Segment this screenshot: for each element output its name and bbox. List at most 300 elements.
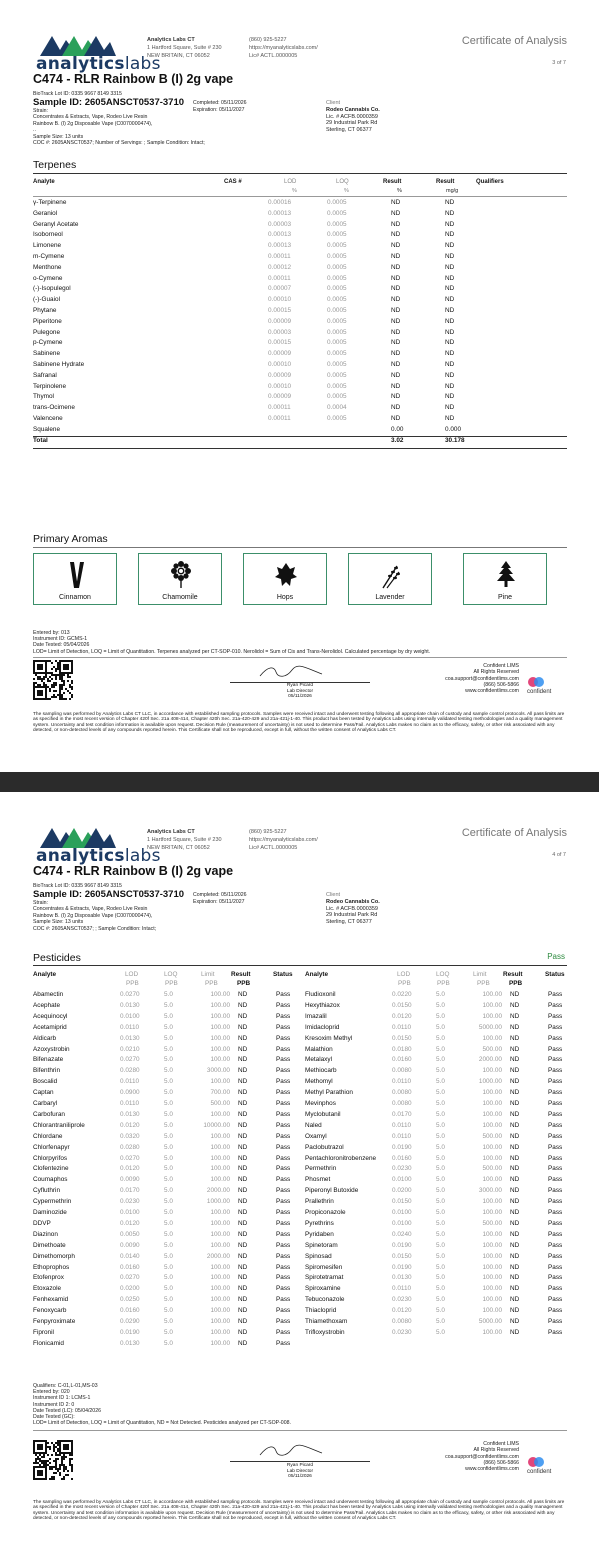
pesticide-analyte: Methomyl — [305, 1078, 333, 1086]
pesticide-loq: 5.0 — [436, 1100, 445, 1107]
pesticide-lod: 0.0210 — [120, 1045, 140, 1053]
pesticide-analyte: Spiroxamine — [305, 1285, 341, 1293]
pesticide-result: ND — [510, 1056, 520, 1064]
pesticide-result: ND — [510, 1307, 520, 1315]
pesticide-loq: 5.0 — [164, 991, 173, 998]
pesticide-lod: 0.0190 — [392, 1143, 412, 1151]
pesticide-limit: 100.00 — [482, 1198, 502, 1206]
terpene-loq: 0.0005 — [327, 263, 347, 271]
pesticide-status: Pass — [548, 1056, 563, 1064]
terpene-result-mg: ND — [445, 317, 455, 325]
pesticide-result: ND — [510, 1165, 520, 1173]
terpene-analyte: Sabinene — [33, 350, 61, 358]
col-result: Result — [383, 179, 402, 185]
terpene-result-mg: 0.000 — [445, 425, 461, 433]
test-notes: Qualifiers: C-01,L-01,MS-03 Entered by: 020 Instrument ID 1: LCMS-1 Instrument ID 2: 0 Date Tested (LC): 05/04/2026 Date Tested (GC): LOD= Limit of Detection, LOQ = Limit of Quantitation, ND = Not Detected. Pesticides analyzed per CT-SOP-008. — [33, 1383, 291, 1427]
pesticide-limit: 100.00 — [482, 1100, 502, 1107]
pesticide-loq: 5.0 — [436, 1110, 445, 1118]
pesticide-lod: 0.0160 — [392, 1154, 412, 1162]
pesticide-limit: 100.00 — [210, 1285, 230, 1293]
pesticide-result: ND — [510, 1285, 520, 1293]
pesticide-limit: 500.00 — [210, 1100, 230, 1107]
pesticide-result: ND — [238, 1121, 248, 1129]
pesticide-loq: 5.0 — [436, 1001, 445, 1009]
terpene-result-pct: ND — [391, 242, 401, 250]
pesticide-result: ND — [510, 1318, 520, 1325]
pesticide-loq: 5.0 — [436, 1274, 445, 1282]
col-analyte: Analyte — [33, 179, 55, 185]
pesticide-loq: 5.0 — [436, 1219, 445, 1227]
pesticide-limit: 2000.00 — [478, 1056, 502, 1064]
terpene-loq: 0.0005 — [327, 307, 347, 314]
pesticide-result: ND — [238, 1034, 248, 1042]
signatory: Ryan Picard Lab Director 05/11/2026 — [286, 1463, 314, 1480]
pesticide-result: ND — [238, 1263, 248, 1271]
pesticide-limit: 100.00 — [482, 1001, 502, 1009]
pesticide-limit: 10000.00 — [203, 1121, 230, 1129]
col-lod: LOD — [284, 179, 297, 185]
pesticide-limit: 100.00 — [482, 991, 502, 998]
pesticide-loq: 5.0 — [164, 1132, 173, 1140]
terpene-lod: 0.00012 — [268, 263, 292, 271]
pesticide-result: ND — [238, 1165, 248, 1173]
terpene-result-mg: ND — [445, 231, 455, 239]
pesticide-loq: 5.0 — [436, 1209, 445, 1216]
terpene-analyte: Total — [33, 436, 48, 444]
pesticide-status: Pass — [548, 1012, 563, 1020]
pesticide-loq: 5.0 — [436, 1121, 445, 1129]
lab-address: Analytics Labs CT 1 Hartford Square, Suite # 230 NEW BRITAIN, CT 06052 — [147, 37, 222, 59]
pesticide-status: Pass — [548, 1100, 563, 1107]
pesticide-analyte: Prallethrin — [305, 1198, 334, 1206]
pesticide-loq: 5.0 — [436, 1089, 445, 1097]
pesticide-analyte: Acetamiprid — [33, 1023, 67, 1031]
pesticide-limit: 100.00 — [482, 1241, 502, 1249]
pesticide-loq: 5.0 — [436, 1078, 445, 1086]
terpene-analyte: o-Cymene — [33, 274, 63, 282]
pesticide-analyte: Bifenazate — [33, 1056, 64, 1064]
terpene-result-mg: ND — [445, 199, 455, 206]
pesticide-limit: 100.00 — [210, 1209, 230, 1216]
pesticide-loq: 5.0 — [436, 1056, 445, 1064]
terpene-result-mg: ND — [445, 253, 455, 260]
sample-id: Sample ID: 2605ANSCT0537-3710 — [33, 889, 185, 900]
expiration-date: Expiration: 05/11/2027 — [193, 899, 245, 905]
terpene-loq: 0.0005 — [327, 382, 347, 390]
unit-lod: PPB — [398, 980, 411, 987]
pesticide-status: Pass — [548, 1263, 563, 1271]
terpene-analyte: Phytane — [33, 307, 57, 314]
pesticide-analyte: Metalaxyl — [305, 1056, 332, 1064]
pesticide-limit: 100.00 — [482, 1328, 502, 1336]
pesticide-result: ND — [238, 1328, 248, 1336]
terpene-loq: 0.0005 — [327, 231, 347, 239]
pesticide-lod: 0.0220 — [392, 991, 412, 998]
pesticide-status: Pass — [548, 1328, 563, 1336]
pesticide-status: Pass — [276, 1176, 291, 1184]
terpene-result-pct: ND — [391, 404, 401, 412]
pesticide-limit: 100.00 — [210, 1001, 230, 1009]
pesticide-lod: 0.0090 — [120, 1176, 140, 1184]
pesticide-lod: 0.0230 — [120, 1198, 140, 1206]
pesticide-limit: 100.00 — [210, 1110, 230, 1118]
pesticide-analyte: Paclobutrazol — [305, 1143, 344, 1151]
pesticide-status: Pass — [276, 1187, 291, 1195]
pesticide-result: ND — [510, 1252, 520, 1260]
unit-result-mg: mg/g — [446, 188, 459, 194]
pesticide-analyte: Methiocarb — [305, 1067, 337, 1075]
pesticide-analyte: Fenpyroximate — [33, 1318, 76, 1325]
pesticide-status: Pass — [548, 1241, 563, 1249]
pesticide-limit: 100.00 — [210, 1263, 230, 1271]
terpene-result-mg: 30.178 — [445, 436, 465, 444]
pesticide-analyte: Thiacloprid — [305, 1307, 337, 1315]
terpene-loq: 0.0005 — [327, 274, 347, 282]
unit-loq: PPB — [165, 980, 178, 987]
pesticide-loq: 5.0 — [436, 1132, 445, 1140]
aroma-card-pine: Pine — [463, 553, 547, 605]
pesticide-status: Pass — [548, 1034, 563, 1042]
pesticide-analyte: Pyrethrins — [305, 1219, 334, 1227]
terpene-lod: 0.00003 — [268, 328, 292, 336]
pesticide-analyte: Carbofuran — [33, 1110, 65, 1118]
signature-icon — [256, 664, 326, 680]
pesticide-result: ND — [510, 991, 520, 998]
page-number: 4 of 7 — [552, 852, 566, 858]
unit-limit: PPB — [477, 980, 490, 987]
terpene-lod: 0.00013 — [268, 209, 292, 217]
pesticide-limit: 100.00 — [210, 991, 230, 998]
pesticide-loq: 5.0 — [164, 1056, 173, 1064]
terpene-lod: 0.00009 — [268, 393, 292, 401]
pesticide-limit: 1000.00 — [478, 1078, 502, 1086]
pesticide-analyte: Abamectin — [33, 991, 64, 998]
unit-lod: PPB — [126, 980, 139, 987]
pesticide-result: ND — [238, 1187, 248, 1195]
pesticide-loq: 5.0 — [164, 1078, 173, 1086]
pesticide-result: ND — [510, 1012, 520, 1020]
pesticide-lod: 0.0160 — [120, 1307, 140, 1315]
pesticide-status: Pass — [276, 1165, 291, 1173]
terpene-analyte: Pulegone — [33, 328, 61, 336]
pesticide-status: Pass — [276, 1263, 291, 1271]
pesticide-analyte: Fenoxycarb — [33, 1307, 67, 1315]
pesticide-loq: 5.0 — [164, 1209, 173, 1216]
pesticide-lod: 0.0120 — [120, 1165, 140, 1173]
pesticide-limit: 100.00 — [210, 1034, 230, 1042]
terpene-result-pct: ND — [391, 382, 401, 390]
qr-code-icon — [33, 660, 73, 700]
pesticide-status: Pass — [548, 1121, 563, 1129]
pesticide-status: Pass — [548, 991, 563, 998]
unit-result: PPB — [509, 980, 523, 987]
pesticide-lod: 0.0280 — [120, 1143, 140, 1151]
chamomile-icon — [169, 560, 193, 590]
pesticide-loq: 5.0 — [436, 1252, 445, 1260]
pesticide-lod: 0.0120 — [392, 1012, 412, 1020]
col-result-mg: Result — [436, 179, 455, 185]
terpene-loq: 0.0005 — [327, 242, 347, 250]
terpene-lod: 0.00015 — [268, 339, 292, 347]
aroma-card-cinnamon: Cinnamon — [33, 553, 117, 605]
product-name: C474 - RLR Rainbow B (I) 2g vape — [33, 864, 234, 878]
col-loq: LOQ — [164, 971, 178, 978]
pesticide-result: ND — [510, 1067, 520, 1075]
coa-title: Certificate of Analysis — [461, 35, 567, 47]
pesticide-limit: 100.00 — [482, 1154, 502, 1162]
pesticide-loq: 5.0 — [436, 1230, 445, 1238]
pesticide-loq: 5.0 — [164, 1230, 173, 1238]
pesticide-lod: 0.0080 — [392, 1100, 412, 1107]
pesticide-loq: 5.0 — [164, 1143, 173, 1151]
unit-loq: PPB — [437, 980, 450, 987]
pesticide-analyte: Daminozide — [33, 1209, 67, 1216]
pesticide-loq: 5.0 — [436, 1285, 445, 1293]
page-number: 3 of 7 — [552, 60, 566, 66]
col-analyte: Analyte — [305, 971, 329, 978]
pesticide-limit: 100.00 — [482, 1296, 502, 1304]
unit-lod: % — [292, 188, 297, 194]
pesticide-limit: 100.00 — [482, 1176, 502, 1184]
col-loq: LOQ — [436, 971, 450, 978]
pesticide-lod: 0.0110 — [392, 1078, 412, 1086]
pesticide-limit: 100.00 — [210, 1165, 230, 1173]
pesticide-lod: 0.0160 — [392, 1056, 412, 1064]
terpene-loq: 0.0005 — [327, 415, 347, 422]
sample-details: Strain: Concentrates & Extracts, Vape, Rodeo Live Resin Rainbow B. (I) 2g Disposable Vape (C0070000474), .. Sample Size: 13 units COC #: 2605ANSCT0537; Number of Servings: ; Sample Condition: Intact; — [33, 108, 205, 147]
pesticide-lod: 0.0180 — [392, 1045, 412, 1053]
pesticide-lod: 0.0900 — [120, 1089, 140, 1097]
pesticide-limit: 100.00 — [210, 1176, 230, 1184]
overall-pass-badge: Pass — [547, 952, 565, 961]
terpene-result-pct: ND — [391, 350, 401, 358]
pesticide-lod: 0.0110 — [392, 1132, 412, 1140]
pine-tree-icon — [494, 560, 518, 590]
pesticide-status: Pass — [276, 1067, 291, 1075]
terpene-analyte: m-Cymene — [33, 253, 65, 260]
pesticide-lod: 0.0100 — [392, 1176, 412, 1184]
section-title-pesticides: Pesticides — [33, 952, 81, 964]
pesticide-loq: 5.0 — [164, 1187, 173, 1195]
pesticide-limit: 100.00 — [482, 1263, 502, 1271]
terpene-lod: 0.00013 — [268, 231, 292, 239]
lab-contact: (860) 925-5227 https://myanalyticslabs.com/ Lic# ACTL.0000005 — [249, 37, 318, 59]
pesticide-status: Pass — [276, 1328, 291, 1336]
pesticide-analyte: Etofenprox — [33, 1274, 64, 1282]
footer-divider — [33, 657, 567, 658]
pesticide-status: Pass — [548, 1154, 563, 1162]
terpene-result-mg: ND — [445, 361, 455, 368]
pesticide-analyte: Fludioxonil — [305, 991, 336, 998]
lims-info: Confident LIMS All Rights Reserved coa.support@confidentlims.com (866) 506-5866 www.confidentlims.com — [445, 663, 519, 695]
pesticide-status: Pass — [276, 1100, 291, 1107]
pesticide-limit: 100.00 — [482, 1252, 502, 1260]
pesticide-lod: 0.0050 — [120, 1230, 140, 1238]
pesticide-analyte: Oxamyl — [305, 1132, 327, 1140]
terpene-loq: 0.0005 — [327, 220, 347, 228]
pesticide-analyte: Cypermethrin — [33, 1198, 72, 1206]
terpene-lod: 0.00013 — [268, 242, 292, 250]
pesticide-result: ND — [510, 1121, 520, 1129]
pesticide-status: Pass — [276, 1296, 291, 1304]
pesticide-loq: 5.0 — [164, 1023, 173, 1031]
pesticide-result: ND — [238, 1307, 248, 1315]
pesticide-result: ND — [510, 1198, 520, 1206]
terpene-result-mg: ND — [445, 307, 455, 314]
pesticide-lod: 0.0110 — [392, 1285, 412, 1293]
pesticide-analyte: Hexythiazox — [305, 1001, 340, 1009]
pesticide-lod: 0.0110 — [392, 1121, 412, 1129]
pesticide-analyte: Captan — [33, 1089, 54, 1097]
pesticide-analyte: Coumaphos — [33, 1176, 68, 1184]
pesticide-lod: 0.0150 — [392, 1034, 412, 1042]
pesticide-loq: 5.0 — [436, 1198, 445, 1206]
pesticide-result: ND — [238, 1132, 248, 1140]
pesticide-result: ND — [238, 1100, 248, 1107]
terpene-lod: 0.00010 — [268, 361, 292, 368]
pesticide-limit: 100.00 — [482, 1274, 502, 1282]
signatory: Ryan Picard Lab Director 05/11/2026 — [286, 683, 314, 700]
pesticide-loq: 5.0 — [436, 1165, 445, 1173]
pesticide-status: Pass — [276, 1121, 291, 1129]
pesticide-status: Pass — [276, 1318, 291, 1325]
terpene-result-mg: ND — [445, 209, 455, 217]
pesticide-result: ND — [238, 1209, 248, 1216]
pesticide-status: Pass — [276, 1241, 291, 1249]
pesticide-lod: 0.0190 — [392, 1241, 412, 1249]
logo-wordmark: analyticslabs — [36, 54, 161, 74]
terpene-loq: 0.0004 — [327, 404, 347, 412]
terpene-analyte: Isoborneol — [33, 231, 63, 239]
pesticide-lod: 0.0130 — [120, 1339, 140, 1347]
terpene-lod: 0.00010 — [268, 382, 292, 390]
page-separator — [0, 772, 599, 792]
terpene-loq: 0.0005 — [327, 339, 347, 347]
pesticide-lod: 0.0150 — [392, 1001, 412, 1009]
pesticide-lod: 0.0130 — [120, 1110, 140, 1118]
pesticide-analyte: Pentachloronitrobenzene — [305, 1154, 377, 1162]
pesticide-limit: 100.00 — [210, 1132, 230, 1140]
pesticide-status: Pass — [548, 1110, 563, 1118]
pesticide-analyte: Mevinphos — [305, 1100, 336, 1107]
pesticide-result: ND — [510, 1023, 520, 1031]
pesticide-lod: 0.0120 — [392, 1307, 412, 1315]
pesticide-result: ND — [510, 1328, 520, 1336]
pesticide-result: ND — [238, 1318, 248, 1325]
terpene-lod: 0.00009 — [268, 350, 292, 358]
pesticide-analyte: Azoxystrobin — [33, 1045, 70, 1053]
pesticide-result: ND — [238, 1110, 248, 1118]
col-qualifiers: Qualifiers — [476, 179, 504, 185]
pesticide-status: Pass — [276, 1023, 291, 1031]
terpene-result-mg: ND — [445, 242, 455, 250]
pesticide-loq: 5.0 — [436, 1023, 445, 1031]
pesticide-status: Pass — [276, 1307, 291, 1315]
unit-result: % — [397, 188, 402, 194]
pesticide-limit: 100.00 — [210, 1023, 230, 1031]
sample-details: Strain: Concentrates & Extracts, Vape, Rodeo Live Resin Rainbow B. (I) 2g Disposable Vape (C0070000474), Sample Size: 13 units COC #: 2605ANSCT0537; ; Sample Condition: Intact; — [33, 900, 157, 932]
pesticide-lod: 0.0230 — [392, 1165, 412, 1173]
pesticide-loq: 5.0 — [164, 1121, 173, 1129]
confident-logo: confident — [527, 1455, 563, 1481]
pesticide-limit: 100.00 — [482, 1067, 502, 1075]
terpene-loq: 0.0005 — [327, 371, 347, 379]
terpene-result-mg: ND — [445, 371, 455, 379]
aroma-divider — [33, 547, 567, 548]
pesticide-lod: 0.0080 — [392, 1318, 412, 1325]
pesticide-loq: 5.0 — [164, 1100, 173, 1107]
pesticide-loq: 5.0 — [164, 1328, 173, 1336]
col-limit: Limit — [473, 971, 487, 978]
pesticide-loq: 5.0 — [164, 1110, 173, 1118]
terpene-result-pct: ND — [391, 274, 401, 282]
aroma-card-chamomile: Chamomile — [138, 553, 222, 605]
pesticide-limit: 100.00 — [482, 1012, 502, 1020]
aroma-card-lavender: Lavender — [348, 553, 432, 605]
pesticide-analyte: Spirotetramat — [305, 1274, 344, 1282]
terpene-lod: 0.00009 — [268, 371, 292, 379]
pesticide-lod: 0.0190 — [392, 1263, 412, 1271]
terpene-result-mg: ND — [445, 285, 455, 293]
client-info: Client Rodeo Cannabis Co. Lic. # ACFB.0000359 29 Industrial Park Rd Sterling, CT 06377 — [326, 100, 380, 134]
pesticide-status: Pass — [548, 1001, 563, 1009]
pesticide-limit: 100.00 — [210, 1328, 230, 1336]
pesticide-status: Pass — [276, 1132, 291, 1140]
pesticide-lod: 0.0100 — [120, 1012, 140, 1020]
terpene-analyte: Safranal — [33, 371, 57, 379]
footer-divider — [33, 1430, 567, 1431]
pesticide-analyte: Aldicarb — [33, 1034, 57, 1042]
pesticide-result: ND — [510, 1100, 520, 1107]
terpene-lod: 0.00007 — [268, 285, 292, 293]
pesticide-analyte: Myclobutanil — [305, 1110, 341, 1118]
terpene-loq: 0.0005 — [327, 393, 347, 401]
pesticide-lod: 0.0100 — [392, 1219, 412, 1227]
pesticide-limit: 500.00 — [482, 1132, 502, 1140]
terpene-lod: 0.00011 — [268, 274, 291, 282]
pesticide-limit: 100.00 — [210, 1339, 230, 1347]
pesticide-lod: 0.0240 — [392, 1230, 412, 1238]
lims-info: Confident LIMS All Rights Reserved coa.support@confidentlims.com (866) 506-5866 www.confidentlims.com — [445, 1441, 519, 1473]
terpene-result-pct: ND — [391, 285, 401, 293]
pesticide-result: ND — [238, 1001, 248, 1009]
pesticide-result: ND — [510, 1110, 520, 1118]
pesticide-result: ND — [510, 1219, 520, 1227]
table-end-divider — [33, 448, 567, 449]
terpene-analyte: Menthone — [33, 263, 62, 271]
pesticide-lod: 0.0140 — [120, 1252, 140, 1260]
pesticide-analyte: Kresoxim Methyl — [305, 1034, 353, 1042]
pesticide-loq: 5.0 — [164, 1274, 173, 1282]
pesticide-analyte: Trifloxystrobin — [305, 1328, 345, 1336]
pesticide-analyte: Permethrin — [305, 1165, 337, 1173]
pesticide-loq: 5.0 — [164, 1165, 173, 1173]
pesticide-lod: 0.0200 — [120, 1285, 140, 1293]
pesticide-limit: 100.00 — [210, 1318, 230, 1325]
coa-page-terpenes — [0, 0, 599, 772]
pesticide-analyte: Spiromesifen — [305, 1263, 343, 1271]
pesticide-loq: 5.0 — [164, 1307, 173, 1315]
pesticide-status: Pass — [276, 1143, 291, 1151]
pesticide-limit: 100.00 — [210, 1274, 230, 1282]
terpene-result-pct: ND — [391, 253, 401, 260]
pesticide-result: ND — [238, 1230, 248, 1238]
pesticide-result: ND — [238, 1045, 248, 1053]
pesticide-status: Pass — [548, 1132, 563, 1140]
pesticide-result: ND — [510, 1078, 520, 1086]
pesticide-status: Pass — [548, 1078, 563, 1086]
pesticide-status: Pass — [276, 1209, 291, 1216]
